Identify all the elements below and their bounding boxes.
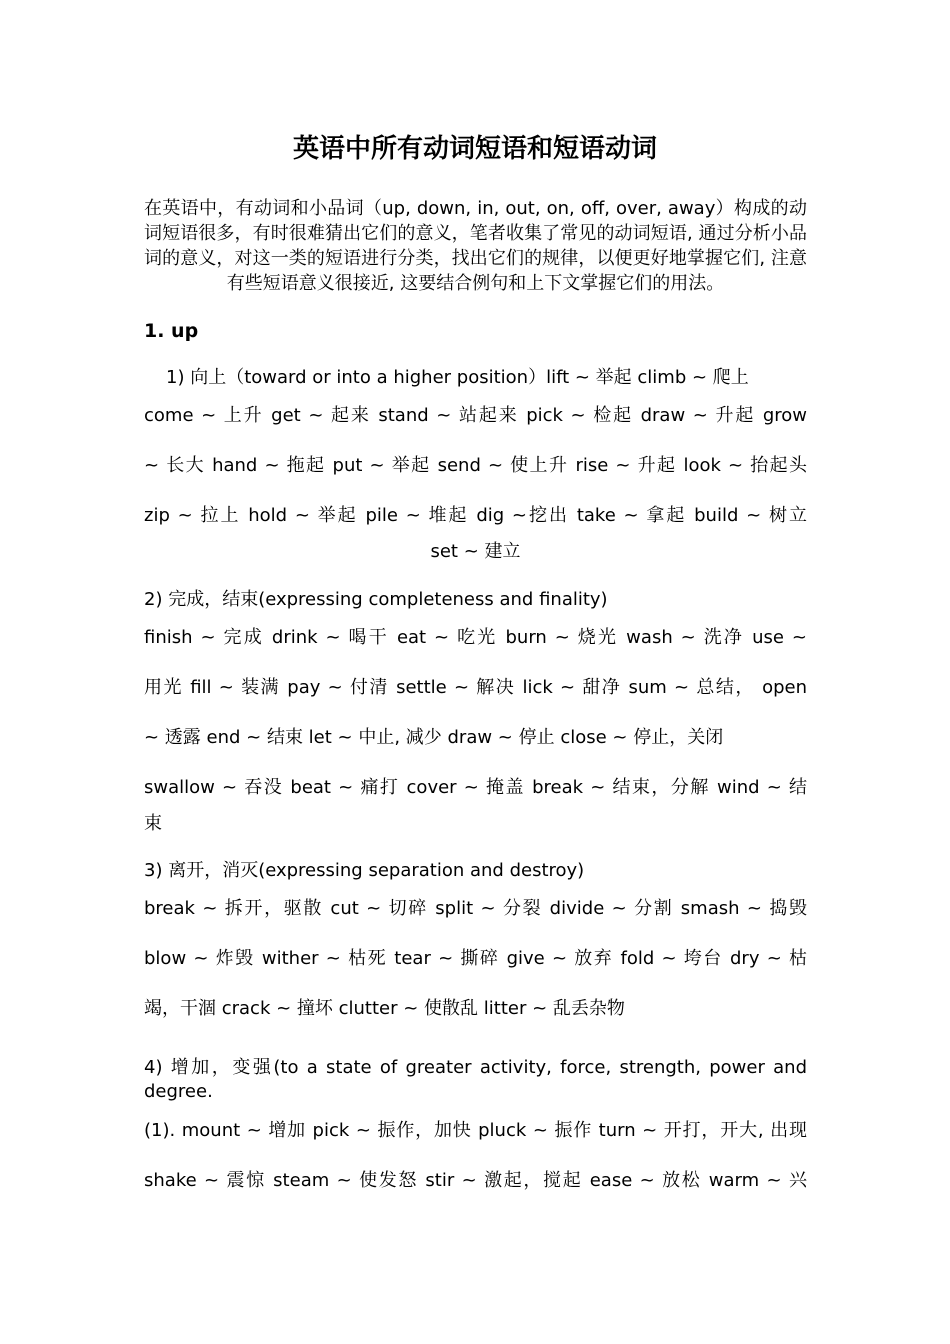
text-line: 竭，干涸 crack ~ 撞坏 clutter ~ 使散乱 litter ~ 乱丢杂物 — [144, 998, 625, 1019]
document-title: 英语中所有动词短语和短语动词 — [292, 134, 657, 164]
text-line: 3) 离开，消灭(expressing separation and destroy) — [144, 860, 585, 881]
text-line: come ~ 上升 get ~ 起来 stand ~ 站起来 pick ~ 检起 draw ~ 升起 grow — [144, 405, 807, 426]
text-line: set ~ 建立 — [430, 541, 521, 562]
text-line: break ~ 拆开，驱散 cut ~ 切碎 split ~ 分裂 divide ~ 分割 smash ~ 捣毁 — [144, 898, 807, 919]
text-line: zip ~ 拉上 hold ~ 举起 pile ~ 堆起 dig ~挖出 take ~ 拿起 build ~ 树立 — [144, 505, 807, 526]
text-line: 4) 增加，变强(to a state of greater activity, force, strength, power and — [144, 1057, 807, 1078]
text-line: degree. — [144, 1081, 213, 1102]
text-line: 1) 向上（toward or into a higher position）lift ~ 举起 climb ~ 爬上 — [166, 367, 749, 388]
text-line: finish ~ 完成 drink ~ 喝干 eat ~ 吃光 burn ~ 烧光 wash ~ 洗净 use ~ — [144, 627, 807, 648]
text-line: (1). mount ~ 增加 pick ~ 振作，加快 pluck ~ 振作 turn ~ 开打，开大, 出现 — [144, 1120, 807, 1141]
text-line: 2) 完成，结束(expressing completeness and finality) — [144, 589, 608, 610]
text-line: blow ~ 炸毁 wither ~ 枯死 tear ~ 撕碎 give ~ 放弃 fold ~ 垮台 dry ~ 枯 — [144, 948, 807, 969]
text-line: swallow ~ 吞没 beat ~ 痛打 cover ~ 掩盖 break ~ 结束，分解 wind ~ 结 — [144, 777, 807, 798]
text-line: 束 — [144, 813, 162, 834]
text-line: shake ~ 震惊 steam ~ 使发怒 stir ~ 激起，搅起 ease ~ 放松 warm ~ 兴 — [144, 1170, 807, 1191]
section-heading: 1. up — [144, 320, 199, 342]
text-line: ~ 透露 end ~ 结束 let ~ 中止, 减少 draw ~ 停止 close ~ 停止，关闭 — [144, 727, 724, 748]
intro-paragraph: 在英语中，有动词和小品词（up, down, in, out, on, off, over, away）构成的动词短语很多，有时很难猜出它们的意义，笔者收集了常见的动词短语, 通过分析小品词的意义，对这一类的短语进行分类，找出它们的规律，以便更好地掌握它们, 注意有些短语意义很接近, 这要结合例句和上下文掌握它们的用法。 — [144, 198, 807, 294]
text-line: ~ 长大 hand ~ 拖起 put ~ 举起 send ~ 使上升 rise ~ 升起 look ~ 抬起头 — [144, 455, 807, 476]
text-line: 用光 fill ~ 装满 pay ~ 付清 settle ~ 解决 lick ~ 甜净 sum ~ 总结， open — [144, 677, 807, 698]
